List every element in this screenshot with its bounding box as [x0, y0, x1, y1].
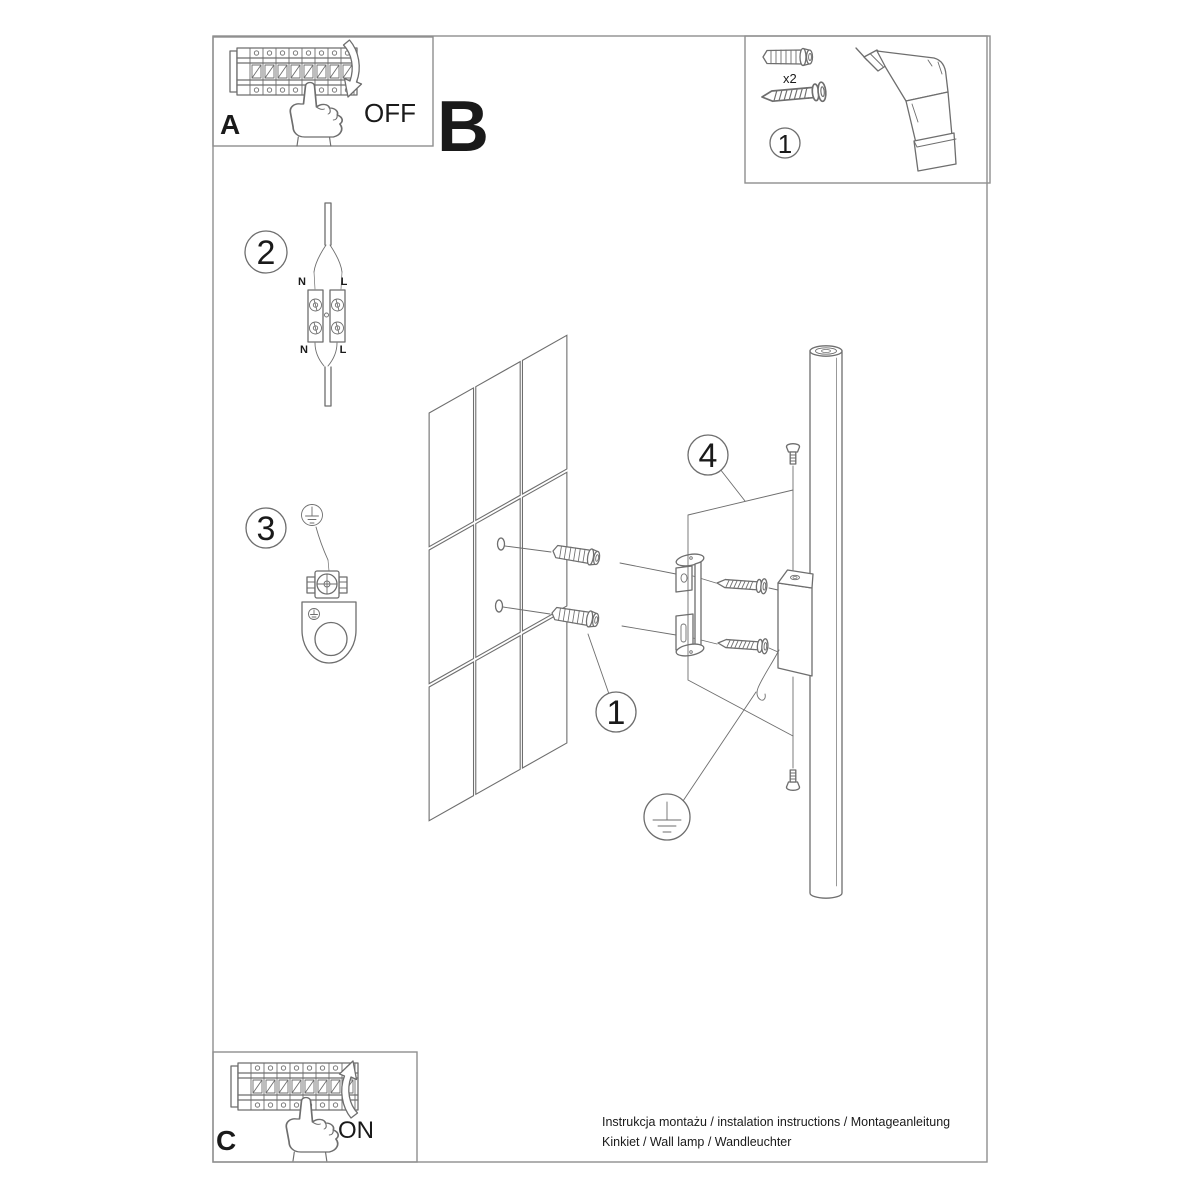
assembly-guide-lines: [688, 466, 793, 768]
footer-line-1: Instrukcja montażu / instalation instructions / Montageanleitung: [602, 1115, 951, 1129]
mounting-screw-bottom: [717, 636, 768, 654]
footer-line-2: Kinkiet / Wall lamp / Wandleuchter: [602, 1135, 792, 1149]
step-4-badge: [688, 435, 745, 501]
label-l-bottom: L: [339, 344, 347, 356]
drill-icon: [856, 48, 956, 171]
fixing-screw-bottom: [787, 770, 800, 790]
quantity-label: x2: [783, 71, 797, 86]
panel-a: [213, 37, 433, 146]
tile-wall: [429, 335, 567, 820]
page-frame: [213, 36, 987, 1162]
step-2-badge: [245, 231, 287, 273]
ground-badge: [644, 692, 756, 840]
breaker-panel-icon: [231, 1063, 358, 1110]
lamp-tube: [810, 346, 842, 898]
svg-text:1: 1: [606, 694, 626, 732]
label-n-bottom: N: [300, 344, 308, 356]
label-n-top: N: [298, 276, 306, 288]
mounting-bracket: [675, 552, 704, 658]
label-l-top: L: [340, 276, 348, 288]
ground-symbol-icon: [302, 505, 323, 526]
panel-c: [213, 1052, 417, 1162]
section-b-label: B: [437, 87, 489, 167]
svg-text:3: 3: [256, 510, 276, 548]
svg-text:1: 1: [777, 129, 793, 159]
step-1-wall-badge: [588, 634, 636, 732]
parts-box: [745, 36, 990, 183]
svg-text:4: 4: [698, 437, 718, 475]
wall-hole-bottom: [496, 600, 503, 612]
off-label: OFF: [364, 98, 416, 128]
wire-connector-diagram: [245, 203, 348, 406]
ground-wire: [757, 650, 779, 700]
wall-plug-icon: [763, 49, 813, 66]
breaker-panel-icon: [230, 48, 357, 95]
on-label: ON: [338, 1117, 374, 1144]
ground-terminal-diagram: [246, 505, 356, 664]
panel-a-letter: A: [220, 109, 241, 140]
fixing-screw-top: [787, 444, 800, 464]
mounting-screw-top: [716, 576, 767, 594]
footer-text: [602, 1115, 950, 1149]
svg-text:2: 2: [256, 234, 276, 272]
panel-c-letter: C: [216, 1125, 237, 1156]
step-3-badge: [246, 508, 286, 548]
wall-hole-top: [498, 538, 505, 550]
step-1-badge: [770, 128, 800, 159]
lamp-wall-box: [778, 570, 813, 676]
